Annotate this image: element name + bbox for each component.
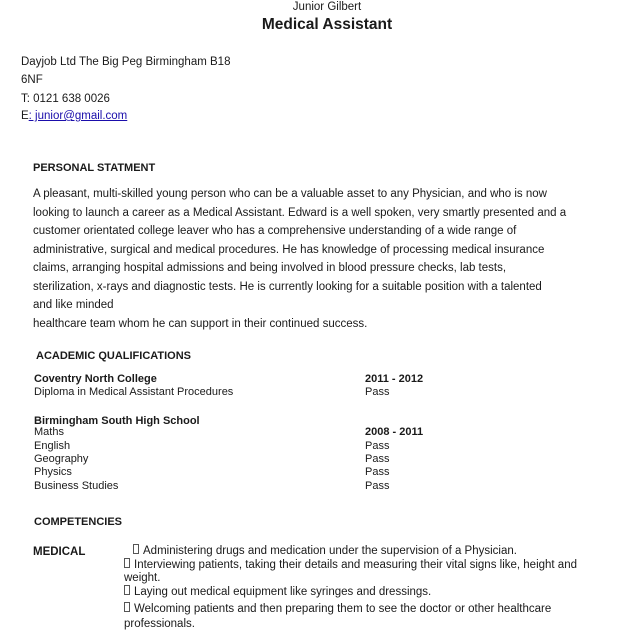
email-label: E bbox=[21, 110, 29, 122]
qualification-result: Pass bbox=[365, 386, 390, 398]
institution-name: Coventry North College bbox=[34, 373, 157, 385]
personal-statement-heading: PERSONAL STATMENT bbox=[33, 162, 156, 174]
address-line-1: Dayjob Ltd The Big Peg Birmingham B18 bbox=[21, 56, 231, 68]
competency-category: MEDICAL bbox=[33, 546, 86, 558]
qualification-subject: Geography bbox=[34, 453, 89, 465]
address-line-2: 6NF bbox=[21, 74, 43, 86]
qualification-subject: English bbox=[34, 440, 71, 452]
statement-line: healthcare team whom he can support in their continued success. bbox=[33, 317, 368, 330]
bullet-icon bbox=[124, 558, 130, 568]
personal-statement-text bbox=[33, 185, 623, 333]
competencies-heading: COMPETENCIES bbox=[34, 516, 123, 528]
qualification-subject: Business Studies bbox=[34, 480, 119, 492]
qualification-subject: Maths bbox=[34, 426, 64, 438]
academic-heading: ACADEMIC QUALIFICATIONS bbox=[36, 350, 192, 362]
statement-line: and like minded bbox=[33, 299, 114, 311]
institution-dates: 2008 - 2011 bbox=[365, 426, 424, 438]
qualification-result: Pass bbox=[365, 466, 390, 478]
qualification-result: Pass bbox=[365, 453, 390, 465]
statement-line: customer orientated college leaver who has a comprehensive understanding of a wide range of bbox=[33, 225, 517, 237]
phone-number: T: 0121 638 0026 bbox=[21, 93, 110, 105]
competency-item: Laying out medical equipment like syringes and dressings. bbox=[124, 585, 614, 599]
competency-item: Interviewing patients, taking their details and measuring their vital signs like, height and weight. bbox=[124, 559, 577, 584]
qualification-subject: Diploma in Medical Assistant Procedures bbox=[34, 386, 234, 398]
job-title: Medical Assistant bbox=[261, 16, 393, 33]
bullet-icon bbox=[124, 602, 130, 612]
institution-name: Birmingham South High School bbox=[34, 415, 200, 427]
bullet-icon bbox=[124, 585, 130, 595]
statement-line: claims, arranging hospital admissions and being involved in blood pressure checks, lab tests, bbox=[33, 262, 507, 274]
email-link[interactable]: : junior@gmail.com bbox=[28, 110, 128, 122]
qualification-subject: Physics bbox=[34, 466, 72, 478]
statement-line: A pleasant, multi-skilled young person who can be a valuable asset to any Physician, and who is now bbox=[33, 188, 547, 200]
statement-line: administrative, surgical and medical procedures. He has knowledge of processing medical insurance bbox=[33, 243, 545, 256]
bullet-icon bbox=[133, 544, 139, 554]
candidate-name: Junior Gilbert bbox=[292, 1, 362, 13]
email-row bbox=[21, 109, 127, 123]
competency-item: Welcoming patients and then preparing them to see the doctor or other healthcare professionals. bbox=[124, 603, 552, 630]
qualification-result: Pass bbox=[365, 480, 390, 492]
qualification-result: Pass bbox=[365, 440, 390, 452]
statement-line: sterilization, x-rays and diagnostic tests. He is currently looking for a suitable position with a talented bbox=[33, 280, 542, 293]
statement-line: looking to launch a career as a Medical Assistant. Edward is a well spoken, very smartly presented and a bbox=[33, 206, 567, 219]
institution-dates: 2011 - 2012 bbox=[365, 373, 424, 385]
competency-item: Administering drugs and medication under the supervision of a Physician. bbox=[133, 544, 613, 558]
